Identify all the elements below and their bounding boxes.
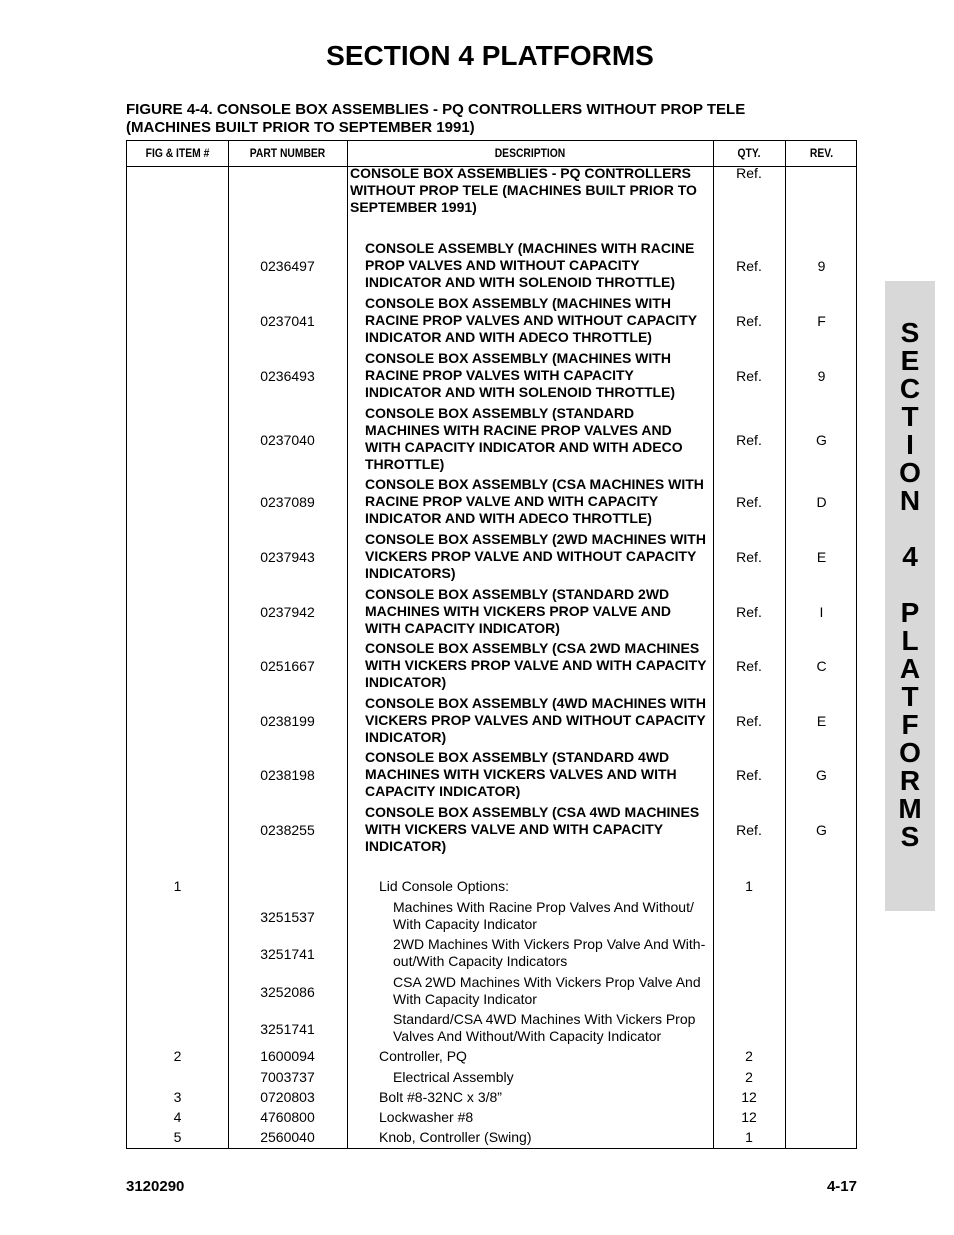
qty-cell: Ref. [736,494,762,510]
side-tab-letter: S [900,317,920,348]
rev-cell [785,1069,858,1086]
rev-cell: E [816,713,827,729]
fig-item-cell [127,804,228,857]
side-tab-letter: O [899,457,921,488]
part-number-cell: 0236493 [260,368,315,384]
side-tab-letter: L [901,625,919,656]
table-row [127,1069,856,1086]
fig-item-cell: 1 [173,878,182,894]
rev-cell [785,936,858,972]
description-cell: Standard/CSA 4WD Machines With Vickers Prop Valves And Without/With Capacity Indicator [393,1011,696,1044]
rev-cell: I [819,604,824,620]
qty-cell: Ref. [736,767,762,783]
description-cell: Controller, PQ [379,1048,467,1064]
side-tab-letter: 4 [902,541,918,572]
fig-item-cell [127,899,228,935]
fig-item-cell [127,531,228,584]
figure-title-line-2: (MACHINES BUILT PRIOR TO SEPTEMBER 1991) [126,119,475,136]
fig-item-cell [127,974,228,1010]
side-tab-letter: O [899,737,921,768]
side-tab-letter: C [899,373,921,404]
figure-title-line-1: FIGURE 4-4. CONSOLE BOX ASSEMBLIES - PQ CONTROLLERS WITHOUT PROP TELE [126,101,746,118]
side-tab-letter: T [901,401,919,432]
rev-cell: G [816,767,827,783]
side-tab-letter: R [899,765,921,796]
qty-cell: 12 [741,1109,757,1125]
table-row [127,899,856,935]
rev-cell [785,1048,858,1065]
section-title: SECTION 4 PLATFORMS [326,40,654,71]
table-row [127,165,856,225]
side-tab-letter: E [900,345,920,376]
qty-cell [713,1011,785,1047]
description-cell: CONSOLE BOX ASSEMBLY (2WD MACHINES WITH VICKERS PROP VALVE AND WITHOUT CAPACITY INDICATORS) [365,531,706,581]
fig-item-cell [127,1069,228,1086]
qty-cell: Ref. [736,604,762,620]
qty-cell: 1 [745,878,753,894]
table-row [127,1011,856,1047]
rev-cell [785,974,858,1010]
side-tab-letter: T [901,681,919,712]
side-tab-letter [885,571,935,599]
rev-cell [785,1089,858,1106]
rev-cell: D [816,494,827,510]
fig-item-cell: 3 [173,1089,182,1105]
description-cell: CSA 2WD Machines With Vickers Prop Valve And With Capacity Indicator [393,974,701,1007]
description-cell: Machines With Racine Prop Valves And Without/ With Capacity Indicator [393,899,694,932]
description-cell: CONSOLE BOX ASSEMBLIES - PQ CONTROLLERS WITHOUT PROP TELE (MACHINES BUILT PRIOR TO SEPTEMBER 1991) [350,165,697,215]
header-part-number: PART NUMBER [249,146,326,160]
qty-cell: 12 [741,1089,757,1105]
side-tab-letter: S [900,821,920,852]
qty-cell: 2 [745,1048,753,1064]
fig-item-cell: 4 [173,1109,182,1125]
table-row [127,476,856,529]
fig-item-cell [127,240,228,293]
description-cell: Electrical Assembly [393,1069,514,1085]
part-number-cell: 3251741 [260,1020,315,1037]
qty-cell: 1 [745,1129,753,1145]
header-qty: QTY. [737,146,761,160]
qty-cell: Ref. [736,368,762,384]
table-row [127,350,856,403]
table-row [127,974,856,1010]
side-tab-letter: M [898,793,922,824]
rev-cell: E [816,549,827,565]
part-number-cell: 0237040 [260,431,315,448]
description-cell: CONSOLE BOX ASSEMBLY (4WD MACHINES WITH VICKERS PROP VALVES AND WITHOUT CAPACITY INDICATOR) [365,695,706,745]
section-side-tab [885,281,935,911]
rev-cell [785,1011,858,1047]
description-cell: CONSOLE BOX ASSEMBLY (MACHINES WITH RACINE PROP VALVES AND WITHOUT CAPACITY INDICATOR AND WITH ADECO THROTTLE) [365,295,697,345]
qty-cell [713,899,785,935]
description-cell: Lid Console Options: [379,878,509,894]
qty-cell: 2 [745,1069,753,1085]
side-tab-letter: A [899,653,921,684]
part-number-cell: 0236497 [260,258,315,274]
qty-cell: Ref. [736,549,762,565]
side-tab-letter: I [906,429,914,460]
table-row [127,240,856,293]
fig-item-cell: 5 [173,1129,182,1145]
side-tab-letter [885,515,935,543]
qty-cell: Ref. [736,658,762,674]
qty-cell: Ref. [736,313,762,329]
description-cell: 2WD Machines With Vickers Prop Valve And With- out/With Capacity Indicators [393,936,706,969]
header-fig-item: FIG & ITEM # [145,146,210,160]
part-number-cell: 3252086 [260,983,315,1000]
rev-cell: G [816,431,827,448]
fig-item-cell [127,405,228,475]
fig-item-cell [127,165,228,225]
section-side-tab-text [885,319,935,851]
fig-item-cell [127,640,228,693]
description-cell: Lockwasher #8 [379,1109,474,1125]
rev-cell: C [816,658,827,674]
part-number-cell: 0237041 [260,313,315,329]
figure-title [126,101,846,137]
header-rev: REV. [809,146,834,160]
description-cell: Knob, Controller (Swing) [379,1129,532,1145]
qty-cell: Ref. [736,713,762,729]
table-row [127,1089,856,1106]
description-cell: CONSOLE BOX ASSEMBLY (STANDARD 2WD MACHINES WITH VICKERS PROP VALVE AND WITH CAPACITY INDICATOR) [365,586,671,636]
table-row [127,295,856,348]
header-description: DESCRIPTION [494,146,566,160]
qty-cell [713,974,785,1010]
rev-cell [785,878,858,895]
document-number: 3120290 [126,1178,185,1195]
parts-table [126,140,857,1149]
table-row [127,1048,856,1065]
fig-item-cell [127,295,228,348]
side-tab-letter: N [899,485,921,516]
fig-item-cell [127,586,228,639]
part-number-cell: 7003737 [260,1069,315,1085]
part-number-cell [228,878,347,895]
part-number-cell: 0238255 [260,822,315,838]
rev-cell: F [817,313,826,329]
side-tab-letter: F [901,709,919,740]
rev-cell [785,165,858,225]
part-number-cell: 0237089 [260,494,315,510]
fig-item-cell [127,936,228,972]
table-row [127,531,856,584]
table-row [127,936,856,972]
part-number-cell: 2560040 [260,1129,315,1145]
rev-cell: G [816,822,827,838]
description-cell: Bolt #8-32NC x 3/8” [379,1089,502,1105]
table-row [127,695,856,748]
table-row [127,586,856,639]
table-row [127,804,856,857]
table-row [127,878,856,895]
fig-item-cell [127,695,228,748]
description-cell: CONSOLE BOX ASSEMBLY (CSA 4WD MACHINES WITH VICKERS VALVE AND WITH CAPACITY INDICATOR) [365,804,700,854]
fig-item-cell [127,1011,228,1047]
table-row [127,405,856,475]
part-number-cell: 3251741 [260,945,315,962]
rev-cell: 9 [817,258,826,274]
part-number-cell: 0238198 [260,767,315,783]
page-number: 4-17 [826,1178,857,1195]
fig-item-cell [127,350,228,403]
qty-cell [713,936,785,972]
part-number-cell: 1600094 [260,1048,315,1064]
description-cell: CONSOLE BOX ASSEMBLY (STANDARD 4WD MACHINES WITH VICKERS VALVES AND WITH CAPACITY INDICATOR) [365,749,677,799]
side-tab-letter: P [900,597,920,628]
part-number-cell: 3251537 [260,908,315,925]
rev-cell [785,899,858,935]
part-number-cell: 0237942 [260,604,315,620]
description-cell: CONSOLE BOX ASSEMBLY (MACHINES WITH RACINE PROP VALVES WITH CAPACITY INDICATOR AND WITH SOLENOID THROTTLE) [365,350,676,400]
rev-cell [785,1109,858,1126]
description-cell: CONSOLE BOX ASSEMBLY (CSA 2WD MACHINES WITH VICKERS PROP VALVE AND WITH CAPACITY INDICATOR) [365,640,707,690]
table-row [127,749,856,802]
description-cell: CONSOLE BOX ASSEMBLY (STANDARD MACHINES WITH RACINE PROP VALVES AND WITH CAPACITY INDICATOR AND WITH ADECO THROTTLE) [365,405,683,472]
table-row [127,1109,856,1126]
part-number-cell: 0238199 [260,713,315,729]
fig-item-cell [127,749,228,802]
part-number-cell [228,165,347,225]
part-number-cell: 0237943 [260,549,315,565]
table-row [127,640,856,693]
qty-cell: Ref. [736,258,762,274]
rev-cell [785,1129,858,1146]
description-cell: CONSOLE ASSEMBLY (MACHINES WITH RACINE PROP VALVES AND WITHOUT CAPACITY INDICATOR AND WITH SOLENOID THROTTLE) [365,240,695,290]
qty-cell: Ref. [736,165,762,181]
part-number-cell: 0720803 [260,1089,315,1105]
description-cell: CONSOLE BOX ASSEMBLY (CSA MACHINES WITH RACINE PROP VALVE AND WITH CAPACITY INDICATOR AND WITH ADECO THROTTLE) [365,476,704,526]
part-number-cell: 0251667 [260,658,315,674]
part-number-cell: 4760800 [260,1109,315,1125]
fig-item-cell [127,476,228,529]
table-row [127,1129,856,1146]
qty-cell: Ref. [736,822,762,838]
rev-cell: 9 [817,368,826,384]
qty-cell: Ref. [736,431,762,448]
fig-item-cell: 2 [173,1048,182,1064]
